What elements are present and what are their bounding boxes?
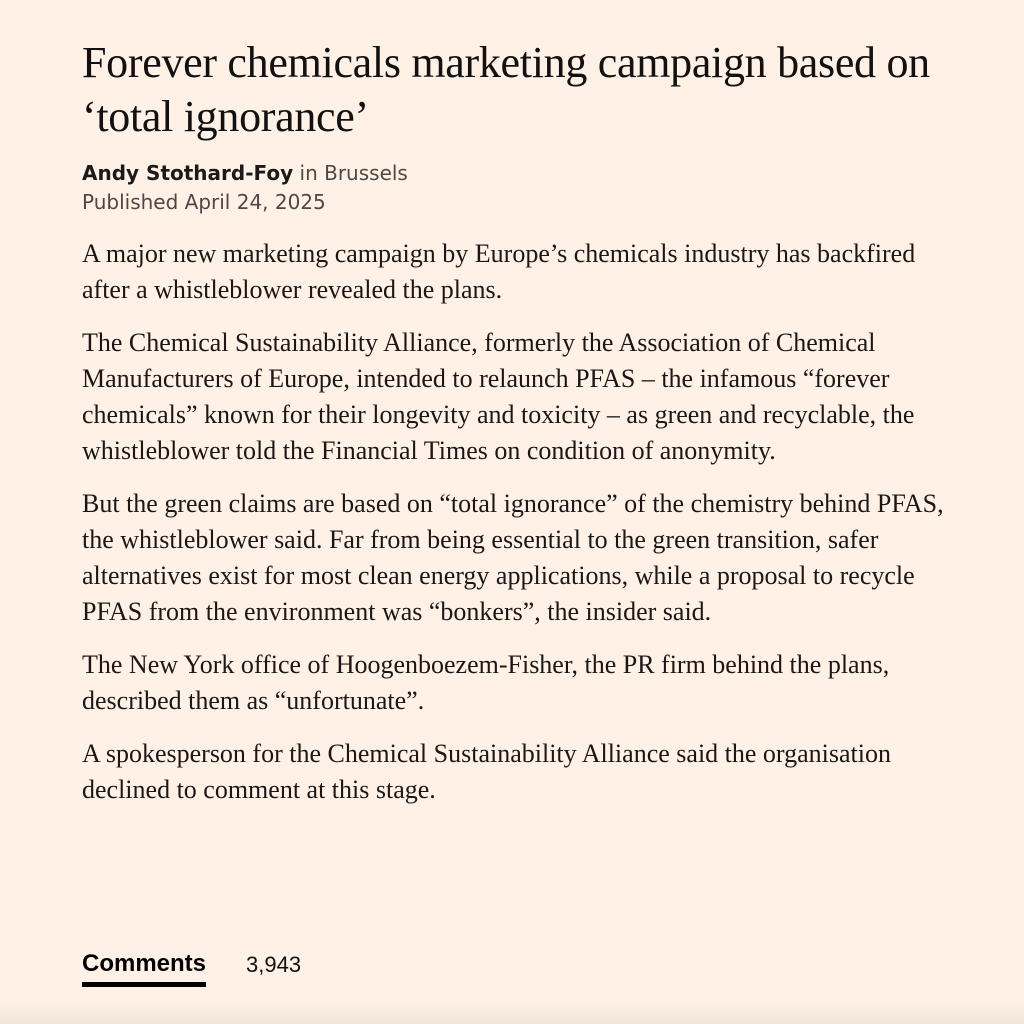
bottom-shade (0, 1000, 1024, 1024)
author-location: in Brussels (299, 161, 408, 185)
article-paragraph: A spokesperson for the Chemical Sustainability Alliance said the organisation declined to comment at this stage. (82, 739, 891, 804)
article-body (82, 236, 962, 808)
byline (82, 158, 962, 188)
article-paragraph: But the green claims are based on “total ignorance” of the chemistry behind PFAS, the whistleblower said. Far from being essential to the green transition, safer alternatives exist for most clean energy applications, while a proposal to recycle PFAS from the environment was “bonkers”, the insider said. (82, 489, 944, 626)
comments-count: 3,943 (246, 952, 302, 977)
published-date: Published April 24, 2025 (82, 190, 326, 214)
article-headline: Forever chemicals marketing campaign based on ‘total ignorance’ (82, 38, 930, 141)
author-name[interactable]: Andy Stothard-Foy (82, 161, 294, 185)
article-paragraph: A major new marketing campaign by Europe’s chemicals industry has backfired after a whistleblower revealed the plans. (82, 239, 916, 304)
article-paragraph: The Chemical Sustainability Alliance, formerly the Association of Chemical Manufacturers of Europe, intended to relaunch PFAS – the infamous “forever chemicals” known for their longevity and toxicity – as green and recyclable, the whistleblower told the Financial Times on condition of anonymity. (82, 328, 915, 465)
article-paragraph: The New York office of Hoogenboezem-Fisher, the PR firm behind the plans, described them as “unfortunate”. (82, 650, 890, 715)
comments-bar (82, 950, 301, 987)
comments-tab[interactable]: Comments (82, 950, 206, 987)
article (82, 36, 962, 825)
